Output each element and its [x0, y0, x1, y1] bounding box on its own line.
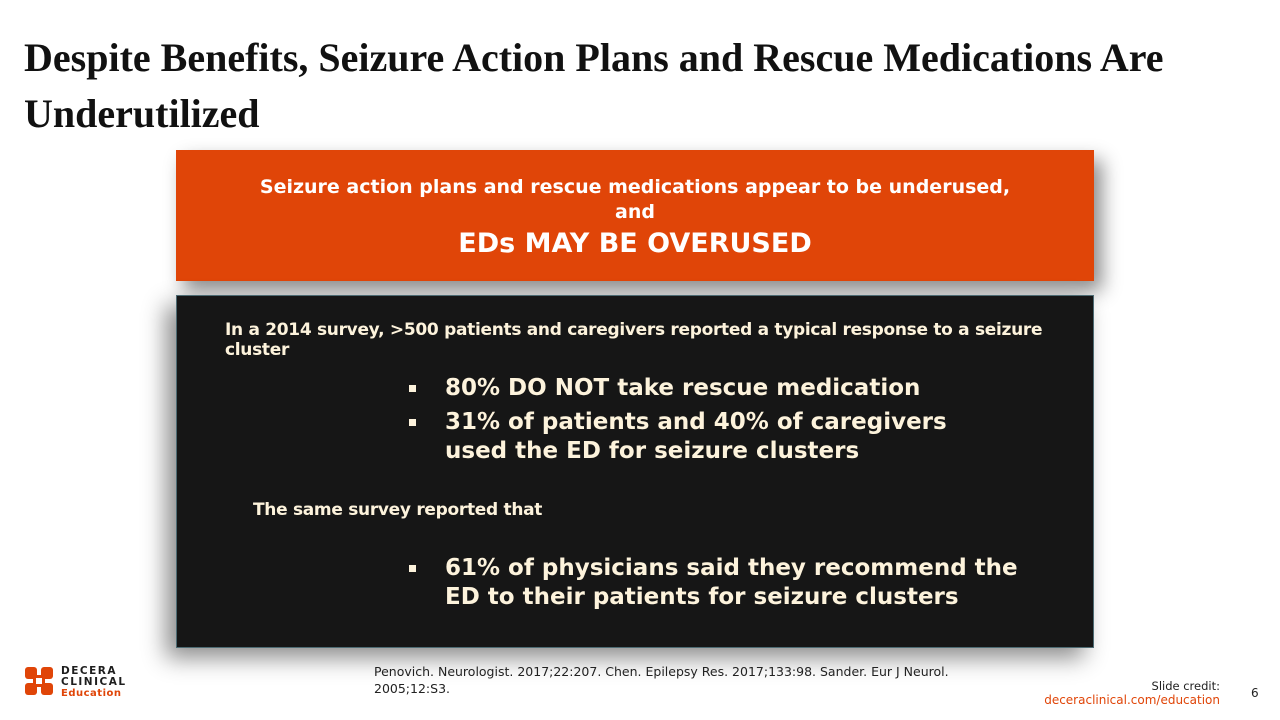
- callout-box: [176, 150, 1094, 281]
- list-item: [409, 408, 949, 466]
- callout-line-2: and: [615, 201, 655, 223]
- logo-line-2: CLINICAL: [61, 676, 127, 688]
- callout-headline: EDs MAY BE OVERUSED: [458, 228, 812, 259]
- logo-line-3: Education: [61, 688, 122, 699]
- list-item: [409, 374, 949, 403]
- bullet-text: 61% of physicians said they recommend the ED to their patients for seizure clusters: [445, 555, 1018, 610]
- physician-bullet-list: [409, 554, 1029, 617]
- survey-intro: In a 2014 survey, >500 patients and caregivers reported a typical response to a seizure cluster: [225, 320, 1043, 360]
- list-item: [409, 554, 1029, 612]
- credit-link[interactable]: deceraclinical.com/education: [1044, 693, 1220, 707]
- bullet-text: 80% DO NOT take rescue medication: [445, 375, 921, 401]
- logo-text: [61, 666, 127, 699]
- decera-logo: [25, 665, 145, 701]
- slide-title: Despite Benefits, Seizure Action Plans and Rescue Medications Are Underutilized: [24, 35, 1164, 136]
- decera-logo-icon: [25, 667, 53, 695]
- references: Penovich. Neurologist. 2017;22:207. Chen. Epilepsy Res. 2017;133:98. Sander. Eur J Neurol. 2005;12:S3.: [374, 664, 949, 696]
- slide-credit: [1044, 679, 1220, 707]
- bullet-text: 31% of patients and 40% of caregivers used the ED for seizure clusters: [445, 409, 947, 464]
- credit-label: Slide credit:: [1151, 679, 1220, 693]
- square-bullet-icon: [409, 385, 416, 392]
- square-bullet-icon: [409, 419, 416, 426]
- callout-line-1: Seizure action plans and rescue medications appear to be underused,: [259, 176, 1011, 198]
- square-bullet-icon: [409, 565, 416, 572]
- page-number: 6: [1251, 686, 1259, 700]
- survey-bullet-list: [409, 374, 949, 471]
- survey-subheading: The same survey reported that: [253, 500, 543, 520]
- survey-box: [176, 295, 1094, 648]
- logo-line-1: DECERA: [61, 665, 117, 677]
